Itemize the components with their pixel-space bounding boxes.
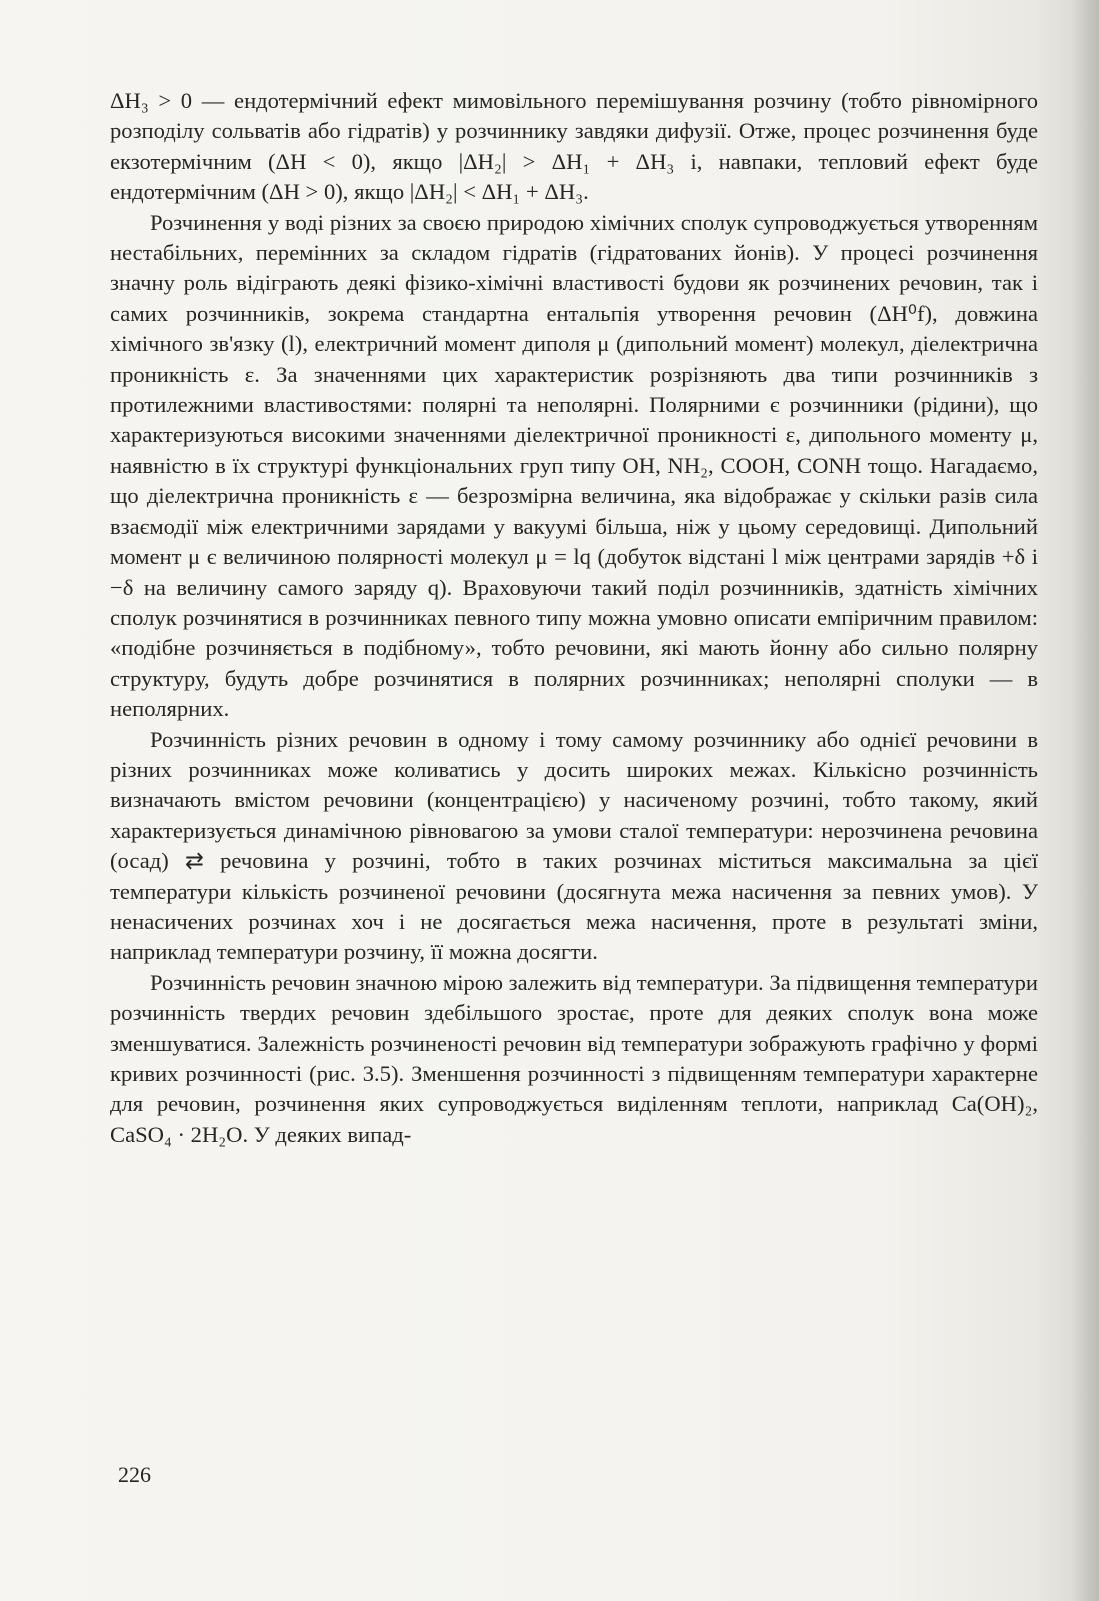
paragraph-3: Розчинність різних речовин в одному і тому самому розчиннику або однієї речовини в різних розчинниках може коливатись у досить широких межах. Кількісно розчинність визначають вмістом речовини (концентрацією) у насиченому розчині, тобто такому, який характеризується динамічною рівновагою за умови сталої температури: нерозчинена речовина (осад) ⇄ речовина у розчині, тобто в таких розчинах міститься максимальна за цієї температури кількість розчиненої речовини (досягнута межа насичення за певних умов). У ненасичених розчинах хоч і не досягається межа насичення, проте в результаті зміни, наприклад температури розчину, її можна досягти. xyxy=(110,726,1038,965)
page-edge-shadow xyxy=(1071,0,1099,1601)
body-text xyxy=(110,86,1038,1150)
paragraph-2: Розчинення у воді різних за своєю природою хімічних сполук супроводжується утворенням нестабільних, перемінних за складом гідратів (гідратованих йонів). У процесі розчинення значну роль відіграють деякі фізико-хімічні властивості будови як розчинених речовин, так і самих розчинників, зокрема стандартна ентальпія утворення речовин (ΔH⁰f), довжина хімічного зв'язку (l), електричний момент диполя μ (дипольний момент) молекул, діелектрична проникність ε. За значеннями цих характеристик розрізняють два типи розчинників з протилежними властивостями: полярні та неполярні. Полярними є розчинники (рідини), що характеризуються високими значеннями діелектричної проникності ε, дипольного моменту μ, наявністю в їх структурі функціональних груп типу OH, NH₂, COOH, CONH тощо. Нагадаємо, що діелектрична проникність ε — безрозмірна величина, яка відображає у скільки разів сила взаємодії між електричними зарядами у вакуумі більша, ніж у цьому середовищі. Дипольний момент μ є величиною полярності молекул μ = lq (добуток відстані l між центрами зарядів +δ і −δ на величину самого заряду q). Враховуючи такий поділ розчинників, здатність хімічних сполук розчинятися в розчинниках певного типу можна умовно описати емпіричним правилом: «подібне розчиняється в подібному», тобто речовини, які мають йонну або сильно полярну структуру, будуть добре розчинятися в полярних розчинниках; неполярні сполуки — в неполярних. xyxy=(110,209,1038,722)
page-number: 226 xyxy=(118,1462,151,1487)
paragraph-4: Розчинність речовин значною мірою залежить від температури. За підвищення температури розчинність твердих речовин здебільшого зростає, проте для деяких сполук вона може зменшуватися. Залежність розчиненості речовин від температури зображують графічно у формі кривих розчинності (рис. 3.5). Зменшення розчинності з підвищенням температури характерне для речовин, розчинення яких супроводжується виділенням теплоти, наприклад Ca(OH)₂, CaSO₄ · 2H₂O. У деяких випад- xyxy=(110,969,1038,1147)
paragraph-1: ΔH₃ > 0 — ендотермічний ефект мимовільного перемішування розчину (тобто рівномірного розподілу сольватів або гідратів) у розчиннику завдяки дифузії. Отже, процес розчинення буде екзотермічним (ΔH < 0), якщо |ΔH₂| > ΔH₁ + ΔH₃ і, навпаки, тепловий ефект буде ендотермічним (ΔH > 0), якщо |ΔH₂| < ΔH₁ + ΔH₃. xyxy=(110,88,1038,205)
